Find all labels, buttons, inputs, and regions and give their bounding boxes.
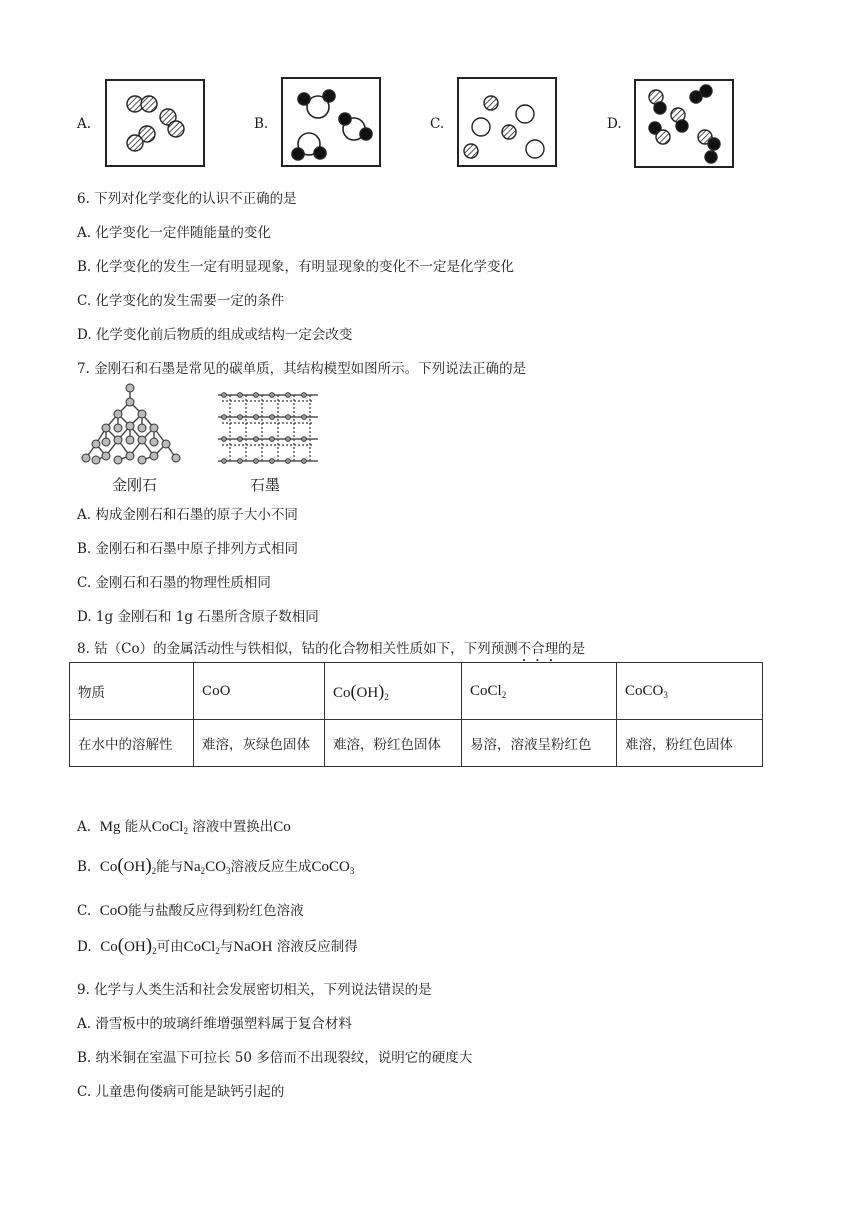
graphite-caption: 石墨 [250,476,281,494]
question-8-option-c: C. CoO能与盐酸反应得到粉红色溶液 [77,903,304,919]
question-9-option-b: B. 纳米铜在室温下可拉长 50 多倍而不出现裂纹，说明它的硬度大 [77,1050,473,1066]
option-text: 能与盐酸反应得到粉红色溶液 [128,903,304,919]
hatched-molecules-icon [107,81,203,165]
question-6-stem: 6. 下列对化学变化的认识不正确的是 [77,191,297,207]
mixed-molecules-icon [283,79,379,165]
option-label: D. [77,939,92,955]
table-header-coco3: CoCO$_3$ [617,663,763,720]
table-header-row [70,663,763,720]
option-label: B. [77,859,92,875]
option-c-diagram [457,77,557,167]
question-8-option-b: B. $Co(OH)_2$能与$Na_2CO_3$溶液反应生成CoCO$_3$ [77,855,355,876]
question-9-stem: 9. 化学与人类生活和社会发展密切相关，下列说法错误的是 [77,982,432,998]
question-6-option-c: C. 化学变化的发生需要一定的条件 [77,293,285,309]
question-9-option-a: A. 滑雪板中的玻璃纤维增强塑料属于复合材料 [77,1016,352,1032]
option-d-label: D. [607,116,622,132]
graphite-structure-icon [214,389,322,465]
option-d-diagram [634,79,734,168]
table-cell: 难溶，粉红色固体 [325,720,462,767]
question-6-option-a: A. 化学变化一定伴随能量的变化 [77,225,271,241]
option-b-label: B. [254,116,269,132]
diamond-structure-icon [78,382,184,466]
table-header-label: 物质 [70,663,194,720]
cobalt-compounds-table [69,662,763,767]
diamond-caption: 金刚石 [112,476,158,494]
option-text: 溶液反应生成 [230,859,312,875]
option-text: 溶液中置换出 [192,819,274,835]
question-8-stem-end: 的是 [558,641,586,657]
option-text: 与 [219,939,234,955]
question-7-option-d: D. 1g 金刚石和 1g 石墨所含原子数相同 [77,609,319,625]
option-text: 能与 [156,859,184,875]
option-text: 可由 [156,939,184,955]
table-header-coo: CoO [194,663,325,720]
question-8-stem [77,637,585,665]
option-a-label: A. [77,116,92,132]
option-b-diagram [281,77,381,167]
table-row [70,720,763,767]
option-label: C. [77,903,92,919]
option-c-label: C. [430,116,445,132]
compound-molecules-icon [636,81,732,166]
question-6-option-b: B. 化学变化的发生一定有明显现象，有明显现象的变化不一定是化学变化 [77,259,515,275]
question-7-option-a: A. 构成金刚石和石墨的原子大小不同 [77,507,298,523]
table-header-cooh2: $Co(OH)_2$ [325,663,462,720]
question-8-option-d: D. $Co(OH)_2$可由CoCl$_2$与NaOH 溶液反应制得 [77,935,358,956]
question-9-option-c: C. 儿童患佝偻病可能是缺钙引起的 [77,1084,285,1100]
question-7-option-b: B. 金刚石和石墨中原子排列方式相同 [77,541,299,557]
question-8-emphasis: 不合理 [517,641,559,657]
question-8-option-a: A. Mg 能从CoCl$_2$ 溶液中置换出Co [77,819,291,836]
option-text: 能从 [124,819,152,835]
question-7-stem: 7. 金刚石和石墨是常见的碳单质，其结构模型如图所示。下列说法正确的是 [77,361,527,377]
table-cell: 易溶，溶液呈粉红色 [462,720,617,767]
option-a-diagram [105,79,205,167]
question-7-option-c: C. 金刚石和石墨的物理性质相同 [77,575,271,591]
question-8-stem-text: 8. 钴（Co）的金属活动性与铁相似，钴的化合物相关性质如下，下列预测 [77,641,518,657]
table-cell: 难溶，粉红色固体 [617,720,763,767]
option-text: 溶液反应制得 [276,939,358,955]
table-cell: 难溶，灰绿色固体 [194,720,325,767]
atoms-mixture-icon [459,79,555,165]
option-label: A. [77,819,92,835]
question-6-option-d: D. 化学变化前后物质的组成或结构一定会改变 [77,327,353,343]
table-header-cocl2: CoCl$_2$ [462,663,617,720]
table-row-label: 在水中的溶解性 [70,720,194,767]
